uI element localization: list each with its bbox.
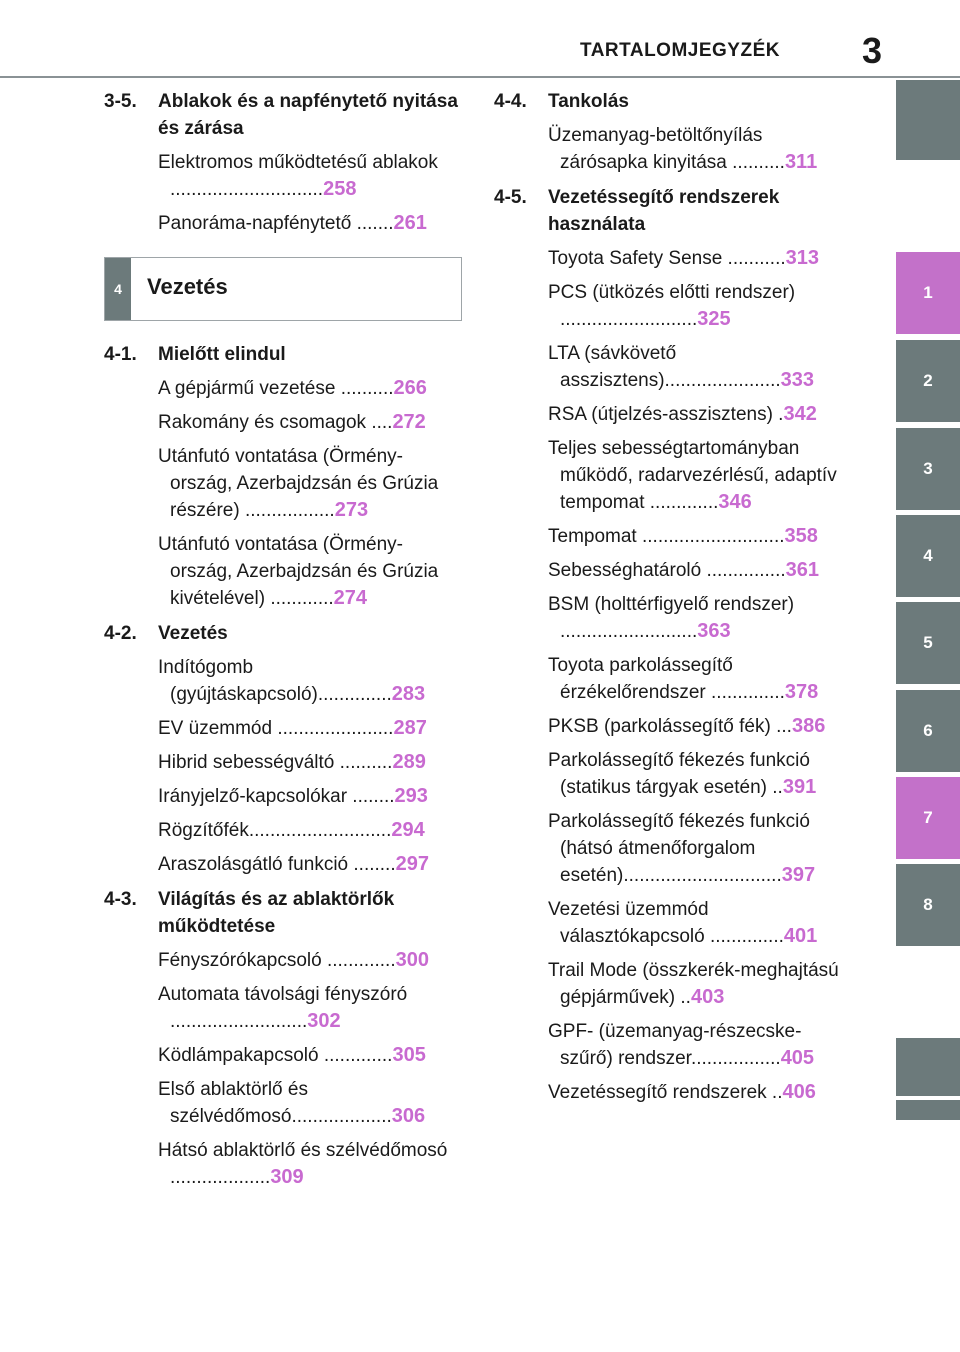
toc-page-link[interactable]: 358 [784,525,818,547]
toc-entry[interactable]: Irányjelző-kapcsolókar ........293 [158,785,428,807]
toc-page-link[interactable]: 406 [782,1081,816,1103]
toc-right-column [494,88,850,1106]
chapter-tab-3[interactable]: 3 [896,428,960,510]
toc-page-link[interactable]: 391 [782,776,817,798]
toc-entry[interactable]: RSA (útjelzés-asszisztens) .342 [548,403,817,425]
toc-entry[interactable]: A gépjármű vezetése ..........266 [158,377,427,399]
toc-page-link[interactable]: 405 [780,1047,815,1069]
toc-entry[interactable]: Parkolássegítő fékezés funkció (statikus tárgyak esetén) ..391 [548,750,817,798]
toc-entry[interactable]: Utánfutó vontatása (Örmény-ország, Azerbajdzsán és Grúzia részére) .................273 [158,446,439,521]
chapter-title: Vezetés [147,274,228,299]
toc-entry[interactable]: Üzemanyag-betöltőnyílás zárósapka kinyitása ..........311 [548,125,818,173]
toc-section: 4-4. Tankolás [494,91,629,112]
toc-entry[interactable]: Első ablaktörlő és szélvédőmosó...................306 [158,1079,426,1127]
toc-entry[interactable]: Hibrid sebességváltó ..........289 [158,751,426,773]
toc-page-link[interactable]: 401 [783,925,818,947]
toc-page-link[interactable]: 325 [697,308,731,330]
chapter-tab-blank-9[interactable] [896,1038,960,1096]
toc-entry[interactable]: Fényszórókapcsoló .............300 [158,949,429,971]
toc-entry[interactable]: Parkolássegítő fékezés funkció (hátsó átmenőforgalom esetén)..............................397 [548,811,816,886]
toc-page-link[interactable]: 342 [783,403,817,425]
chapter-tab-blank-10[interactable] [896,1100,960,1120]
toc-page-link[interactable]: 293 [394,785,428,807]
toc-page-link[interactable]: 333 [780,369,815,391]
toc-entry[interactable]: Automata távolsági fényszóró ..........................302 [158,984,408,1032]
toc-page-link[interactable]: 261 [393,212,427,234]
toc-entry[interactable]: Utánfutó vontatása (Örmény-ország, Azerbajdzsán és Grúzia kivételével) ............274 [158,534,439,609]
toc-entry[interactable]: BSM (holttérfigyelő rendszer) ..........................363 [548,594,795,642]
toc-section: 3-5. Ablakok és a napfénytető nyitása és zárása [104,91,458,139]
toc-section: 4-5. Vezetéssegítő rendszerek használata [494,187,780,235]
toc-entry[interactable]: Vezetési üzemmód választókapcsoló ..............401 [548,899,818,947]
chapter-number: 4 [105,258,131,320]
toc-section: 4-2. Vezetés [104,623,228,644]
toc-page-link[interactable]: 287 [393,717,427,739]
toc-page-link[interactable]: 289 [392,751,426,773]
toc-page-link[interactable]: 378 [784,681,819,703]
toc-entry[interactable]: Rögzítőfék...........................294 [158,819,425,841]
chapter-tab-8[interactable]: 8 [896,864,960,946]
toc-entry[interactable]: EV üzemmód ......................287 [158,717,427,739]
toc-left-column [104,88,462,1191]
chapter-tab-1[interactable]: 1 [896,252,960,334]
toc-entry[interactable]: Toyota Safety Sense ...........313 [548,247,819,269]
toc-page-link[interactable]: 297 [395,853,429,875]
toc-entry[interactable]: Indítógomb (gyújtáskapcsoló)..............283 [158,657,426,705]
toc-entry[interactable]: LTA (sávkövető asszisztens)......................333 [548,343,815,391]
toc-entry[interactable]: Ködlámpakapcsoló .............305 [158,1044,426,1066]
chapter-tab-5[interactable]: 5 [896,602,960,684]
toc-entry[interactable]: Rakomány és csomagok ....272 [158,411,426,433]
chapter-tabs [896,0,960,1352]
toc-page-link[interactable]: 273 [334,499,369,521]
toc-page-link[interactable]: 311 [784,151,818,173]
chapter-tab-6[interactable]: 6 [896,690,960,772]
toc-entry[interactable]: Sebességhatároló ...............361 [548,559,820,581]
page-number: 3 [862,30,883,71]
toc-section: 4-1. Mielőtt elindul [104,344,286,365]
toc-page-link[interactable]: 266 [393,377,427,399]
toc-entry[interactable]: Trail Mode (összkerék-meghajtású gépjárművek) ..403 [548,960,839,1008]
toc-entry[interactable]: PKSB (parkolássegítő fék) ...386 [548,715,826,737]
toc-page-link[interactable]: 309 [270,1166,304,1188]
toc-entry[interactable]: Vezetéssegítő rendszerek ..406 [548,1081,816,1103]
toc-page-link[interactable]: 258 [323,178,357,200]
toc-section: 4-3. Világítás és az ablaktörlők működtetése [104,889,395,937]
header-title: TARTALOMJEGYZÉK [580,40,780,61]
toc-page-link[interactable]: 300 [395,949,429,971]
toc-entry[interactable]: Tempomat ...........................358 [548,525,818,547]
toc-page-link[interactable]: 306 [391,1105,426,1127]
toc-page-link[interactable]: 272 [392,411,426,433]
toc-page-link[interactable]: 283 [391,683,426,705]
chapter-tab-blank-top[interactable] [896,80,960,160]
toc-entry[interactable]: Teljes sebességtartományban működő, radarvezérlésű, adaptív tempomat .............346 [548,438,837,513]
toc-page-link[interactable]: 294 [391,819,425,841]
toc-page-link[interactable]: 346 [718,491,752,513]
chapter-tab-2[interactable]: 2 [896,340,960,422]
toc-entry[interactable]: GPF- (üzemanyag-részecske-szűrő) rendszer.................405 [548,1021,815,1069]
chapter-tab-4[interactable]: 4 [896,515,960,597]
toc-page-link[interactable]: 274 [333,587,368,609]
header-rule [0,76,960,78]
toc-page-link[interactable]: 305 [392,1044,426,1066]
toc-page-link[interactable]: 386 [791,715,826,737]
toc-page-link[interactable]: 403 [690,986,725,1008]
toc-entry[interactable]: Araszolásgátló funkció ........297 [158,853,429,875]
toc-entry[interactable]: Toyota parkolássegítő érzékelőrendszer ..............378 [548,655,819,703]
toc-page-link[interactable]: 313 [785,247,819,269]
toc-entry[interactable]: Panoráma-napfénytető .......261 [158,212,427,234]
toc-entry[interactable]: Elektromos működtetésű ablakok .............................258 [158,152,438,200]
toc-entry[interactable]: Hátsó ablaktörlő és szélvédőmosó ...................309 [158,1140,448,1188]
toc-page-link[interactable]: 302 [307,1010,341,1032]
toc-page-link[interactable]: 363 [697,620,731,642]
chapter-tab-7[interactable]: 7 [896,777,960,859]
chapter-heading [104,257,462,321]
toc-page-link[interactable]: 361 [785,559,820,581]
toc-page-link[interactable]: 397 [781,864,816,886]
toc-entry[interactable]: PCS (ütközés előtti rendszer) ..........................325 [548,282,796,330]
